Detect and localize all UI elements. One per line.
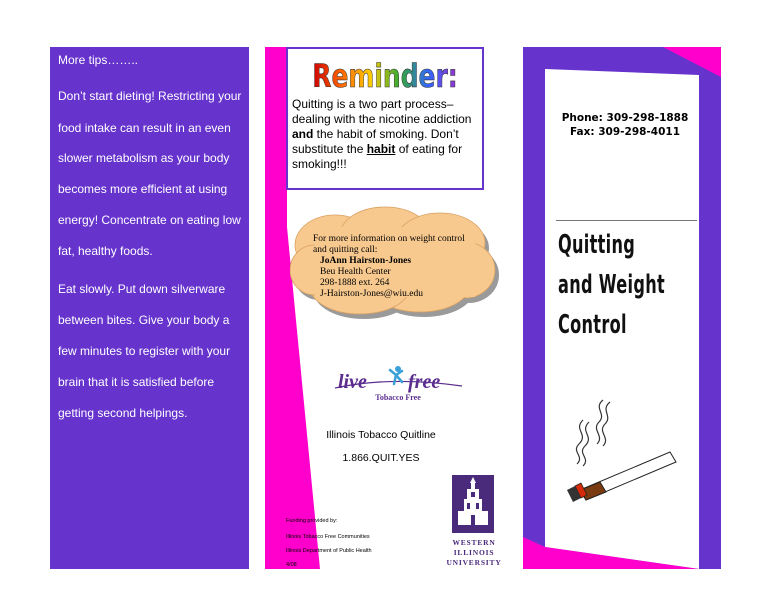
- funding-org: Illinois Department of Public Health: [286, 548, 372, 554]
- tip-line: brain that it is satisfied before: [58, 375, 215, 389]
- quitline-number: 1.866.QUIT.YES: [342, 452, 420, 464]
- brochure-title-line: Control: [558, 310, 627, 340]
- wiu-name-line: WESTERN: [452, 538, 496, 547]
- phone-number: Phone: 309-298-1888: [561, 112, 689, 124]
- wiu-name-line: UNIVERSITY: [446, 558, 502, 567]
- fax-number: Fax: 309-298-4011: [569, 126, 681, 138]
- tips-heading: More tips……..: [58, 53, 139, 67]
- cloud-email: J-Hairston-Jones@wiu.edu: [320, 289, 423, 299]
- logo-tagline: Tobacco Free: [375, 393, 421, 402]
- tip-line: food intake can result in an even: [58, 121, 231, 135]
- tip-line: between bites. Give your body a: [58, 313, 230, 327]
- tip-line: Eat slowly. Put down silverware: [58, 282, 226, 296]
- cloud-info-line: and quitting call:: [313, 245, 378, 255]
- reminder-box: [286, 47, 484, 190]
- reminder-title: Reminder:: [312, 56, 458, 95]
- cigarette-icon: [567, 452, 676, 502]
- tip-line: becomes more efficient at using: [58, 182, 228, 196]
- live-free-logo: [330, 362, 470, 404]
- wiu-name-line: ILLINOIS: [453, 548, 495, 557]
- funding-org: Illinois Tobacco Free Communities: [286, 534, 370, 540]
- funding-heading: Funding provided by:: [286, 518, 338, 524]
- tip-line: getting second helpings.: [58, 406, 188, 420]
- cigarette-illustration: [555, 390, 685, 505]
- logo-free-text: free: [408, 371, 441, 393]
- reminder-heading: [288, 49, 482, 95]
- reminder-text: Quitting is a two part process– dealing with the nicotine addiction and the habit of smoking. Don’t substitute the habit of eating for smoking!!!: [292, 97, 472, 171]
- cloud-contact-name: JoAnn Hairston-Jones: [320, 256, 412, 266]
- logo-live-text: live: [338, 371, 367, 393]
- left-panel: [50, 47, 249, 569]
- brochure-title-line: and Weight: [558, 270, 665, 300]
- title-divider: [556, 220, 697, 221]
- smoke-icon: [576, 400, 610, 466]
- wiu-tower-logo: [452, 475, 494, 533]
- funding-date: 4/08: [286, 562, 297, 568]
- tip-line: energy! Concentrate on eating low: [58, 213, 241, 227]
- tip-line: Don’t start dieting! Restricting your: [58, 89, 242, 103]
- tip-line: fat, healthy foods.: [58, 244, 153, 258]
- cloud-center: Beu Health Center: [320, 267, 391, 277]
- brochure-title-line: Quitting: [558, 230, 636, 260]
- tip-line: few minutes to register with your: [58, 344, 231, 358]
- quitline-name: Illinois Tobacco Quitline: [326, 429, 436, 441]
- cloud-phone: 298-1888 ext. 264: [320, 278, 390, 288]
- cloud-info-line: For more information on weight control: [313, 234, 465, 244]
- tip-line: slower metabolism as your body: [58, 151, 230, 165]
